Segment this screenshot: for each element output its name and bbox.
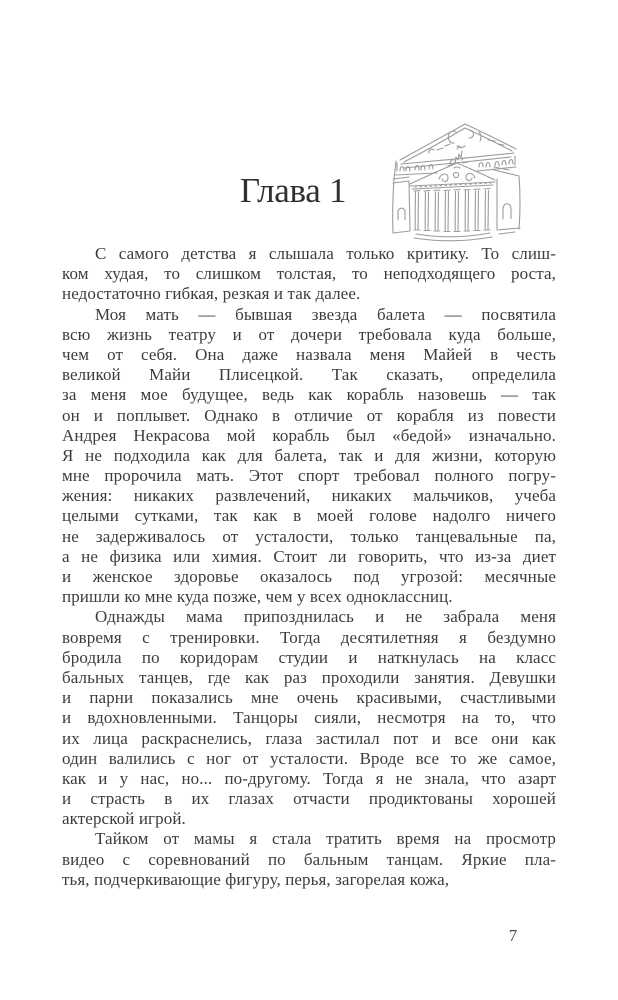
text-line: всю жизнь театру и от дочери требовала куда больше,	[62, 324, 556, 344]
text-line: Моя мать — бывшая звезда балета — посвятила	[95, 304, 556, 324]
text-line: великой Майи Плисецкой. Так сказать, определила	[62, 365, 556, 385]
text-line: он и поплывет. Однако в отличие от корабля из повести	[62, 405, 556, 425]
theatre-illustration	[391, 117, 523, 243]
text-line: их лица раскраснелись, глаза застилал пот и все они как	[62, 728, 556, 748]
text-line: а не физика или химия. Стоит ли говорить, что из-за диет	[62, 546, 556, 566]
text-line: целыми сутками, так как в моей голове надолго ничего	[62, 506, 556, 526]
text-line: ком худая, то слишком толстая, то неподходящего роста,	[62, 264, 556, 284]
text-line: чем от себя. Она даже назвала меня Майей в честь	[62, 344, 556, 364]
text-line: пришли ко мне куда позже, чем у всех одноклассниц.	[62, 587, 453, 607]
text-line: и страсть в их глазах отчасти продиктованы хорошей	[62, 789, 556, 809]
text-line: недостаточно гибкая, резкая и так далее.	[62, 284, 361, 304]
text-line: Я не подходила как для балета, так и для жизни, которую	[62, 445, 556, 465]
text-line: бродила по коридорам студии и наткнулась на класс	[62, 647, 556, 667]
text-line: не задерживалось от усталости, только танцевальные па,	[62, 526, 556, 546]
text-line: жения: никаких развлечений, никаких мальчиков, учеба	[62, 486, 556, 506]
text-line: бальных танцев, где как раз проходили занятия. Девушки	[62, 667, 556, 687]
bolshoi-theatre-sketch-icon	[391, 117, 523, 243]
text-line: за меня мое будущее, ведь как корабль назовешь — так	[62, 385, 556, 405]
text-line: Андрея Некрасова мой корабль был «бедой» изначально.	[62, 425, 556, 445]
text-line: видео с соревнований по бальным танцам. Яркие пла-	[62, 849, 556, 869]
text-line: Однажды мама припозднилась и не забрала меня	[95, 607, 556, 627]
body-text	[62, 244, 556, 890]
text-line: актерской игрой.	[62, 809, 186, 829]
chapter-title: Глава 1	[239, 171, 347, 210]
text-line: тья, подчеркивающие фигуру, перья, загорелая кожа,	[62, 869, 450, 889]
text-line: вовремя с тренировки. Тогда десятилетняя я бездумно	[62, 627, 556, 647]
text-line: и вдохновленными. Танцоры сияли, несмотря на то, что	[62, 708, 556, 728]
text-line: и женское здоровье оказалось под угрозой: месячные	[62, 567, 556, 586]
text-line: мне пророчила мать. Этот спорт требовал полного погру-	[62, 466, 556, 486]
text-line: один валились с ног от усталости. Вроде все то же самое,	[62, 748, 556, 768]
text-line: как и у нас, но... по-другому. Тогда я не знала, что азарт	[62, 768, 556, 788]
text-line: и парни показались мне очень красивыми, счастливыми	[62, 688, 556, 708]
page-number: 7	[508, 926, 518, 945]
text-line: Тайком от мамы я стала тратить время на просмотр	[95, 829, 556, 849]
text-line: С самого детства я слышала только критику. То слиш-	[95, 244, 556, 263]
